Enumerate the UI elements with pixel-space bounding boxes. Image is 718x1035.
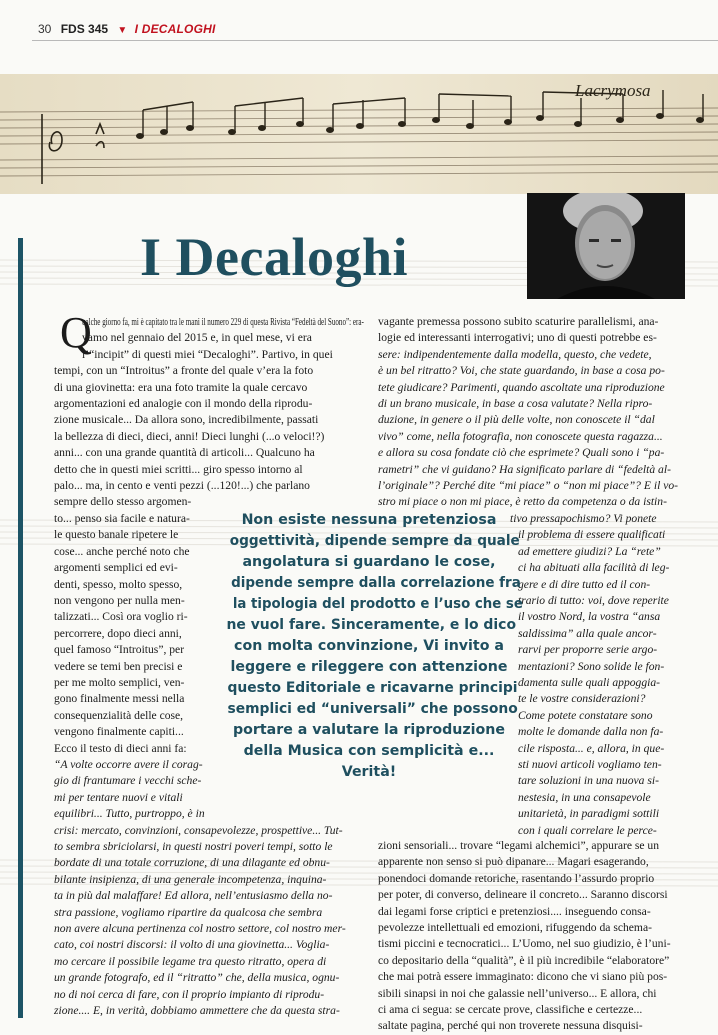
text-line: non avere alcuna pertinenza col nostro settore, col nostro mer-	[54, 922, 346, 936]
header-line	[38, 22, 216, 36]
pull-quote-line: la tipologia del prodotto e l’uso che se	[232, 596, 523, 612]
text-line: detto che in questi miei scritti... giro spesso intorno al	[54, 462, 303, 476]
text-line: tete giudicare? Parimenti, quando ascoltate una riproduzione	[378, 380, 665, 394]
text-line: consequenzialità delle cose,	[54, 708, 184, 722]
text-line: vivo” come, nella fotografia, non conoscete questa ragazza...	[378, 429, 663, 443]
text-line: “A volte occorre avere il corag-	[54, 757, 203, 771]
music-manuscript-banner	[0, 74, 718, 194]
text-line: che mai potrà essere immaginato: dicono che vi siano più pos-	[378, 970, 668, 984]
text-line: vengono finalmente capiti...	[54, 725, 184, 739]
pull-quote-line: Verità!	[341, 764, 397, 780]
text-line: damenta sulle quali appoggia-	[518, 675, 661, 689]
pull-quote-line: portare a valutare la riproduzione	[232, 722, 505, 738]
text-line: apparente non senso si può dipanare... Magari esagerando,	[378, 855, 649, 869]
text-line: sere: indipendentemente dalla modella, questo, che vedete,	[378, 347, 652, 361]
text-line: equilibri... Tutto, purtroppo, è in	[54, 807, 205, 821]
text-line: l’originale”? Perché dite “mi piace” o “non mi piace”? E il vo-	[378, 479, 679, 493]
text-line: unitarietà, in paradigmi sottili	[518, 807, 660, 821]
text-line: mo cercare il possibile legame tra questo ritratto, opera di	[54, 954, 327, 968]
text-line: stro mi piace o non mi piace, è retto da competenza o da istin-	[378, 495, 667, 509]
pull-quote-line: Non esiste nessuna pretenziosa	[241, 512, 497, 528]
text-line: bordate di una totale corruzione, di una dilagante ed obnu-	[54, 856, 330, 870]
text-line: non vengono per nulla men-	[54, 593, 185, 607]
text-line: mi per tentare nuovi e vitali	[54, 790, 183, 804]
text-line: gono finalmente messi nella	[54, 692, 185, 706]
text-line: logie ed interessanti interrogativi; uno di questi potrebbe es-	[378, 331, 657, 345]
text-line: cato, coi nostri discorsi: il volto di una giovinetta... Voglia-	[54, 938, 330, 952]
text-line: zione musicale... Da allora sono, incredibilmente, passati	[54, 413, 319, 427]
text-line: argomenti semplici ed evi-	[54, 561, 178, 575]
text-line: per poter, di converso, delineare il concreto... Saranno discorsi	[378, 888, 668, 902]
text-line: argomentazioni ed analogie con il mondo della riprodu-	[54, 397, 313, 411]
manuscript-score-image	[0, 74, 718, 194]
text-line: saldissima” alla quale ancor-	[518, 626, 657, 640]
text-line: vamo nel gennaio del 2015 e, in quel mese, vi era	[82, 331, 312, 345]
text-line: crisi: mercato, convinzioni, consapevolezze, prospettive... Tut-	[54, 823, 343, 837]
header-rule	[32, 40, 718, 41]
text-line: il problema di essere qualificati	[518, 528, 666, 542]
text-line: saltate pagina, perché qui non troverete nessuna disquisi-	[378, 1019, 643, 1033]
text-line: te le vostre considerazioni?	[518, 692, 646, 706]
text-line: mentazioni? Sono solide le fon-	[518, 659, 665, 673]
text-line: sempre dello stesso argomen-	[54, 495, 192, 509]
pull-quote-line: ne vuol fare. Sinceramente, e lo dico	[226, 617, 517, 633]
pull-quote-line: della Musica con semplicità e...	[243, 743, 495, 759]
pull-quote-line: semplici ed “universali” che possono	[227, 701, 518, 717]
text-line: Come potete constatare sono	[518, 708, 653, 722]
text-line: anni... con una grande quantità di articoli... Qualcuno ha	[54, 446, 315, 460]
text-line: l’“incipit” di questi miei “Decaloghi”. Partivo, in quei	[82, 347, 333, 361]
text-line: tivo pressapochismo? Vi ponete	[510, 511, 657, 525]
text-line: le questo banale ripetere le	[54, 528, 179, 542]
text-line: vedere se temi ben precisi e	[54, 659, 183, 673]
text-line: zioni sensoriali... trovare “legami alchemici”, appurare se un	[378, 839, 660, 852]
page-number: 30	[38, 22, 52, 36]
text-line: ad emettere giudizi? La “rete”	[518, 544, 661, 558]
text-line: e allora su cosa fondate ciò che esprimete? Quali sono i “pa-	[378, 446, 665, 460]
text-line: quel famoso “Introitus”, per	[54, 643, 185, 657]
pull-quote-line: questo Editoriale e ricavarne principi	[227, 680, 518, 696]
text-line: gio di frantumare i vecchi sche-	[54, 774, 202, 788]
text-line: sti nuovi articoli vogliamo ten-	[518, 757, 662, 771]
pull-quote-line: dipende sempre dalla correlazione fra	[231, 575, 521, 591]
text-line: to sembra sbriciolarsi, in questi nostri poveri tempi, sotto le	[54, 840, 333, 853]
text-line: di una giovinetta: era una foto tramite la quale cercavo	[54, 380, 308, 394]
text-line: un grande fotografo, ed il “ritratto” che, della musica, ognu-	[54, 971, 340, 985]
text-line: di un brano musicale, in base a cosa valutate? Nella ripro-	[378, 397, 653, 411]
text-line: gere e di dire tutto ed il con-	[518, 577, 651, 591]
accent-sidebar-bar	[18, 238, 23, 1018]
page-header	[0, 0, 718, 44]
text-line: ualche giorno fa, mi è capitato tra le mani il numero 229 di questa Rivista “Fedeltà del Suono”: era-	[82, 316, 364, 328]
text-line: ci ama ci segua: se cercate prove, classifiche e certezze...	[378, 1003, 643, 1017]
text-line: percorrere, dopo dieci anni,	[54, 626, 182, 640]
text-line: duzione, in genere o il più delle volte, non conoscete il “dal	[378, 413, 655, 427]
text-line: bilante insipienza, di una generale incompetenza, inquina-	[54, 872, 327, 886]
text-line: rarvi per proporre serie argo-	[518, 643, 658, 657]
pull-quote-line: oggettività, dipende sempre da quale	[229, 533, 520, 549]
text-line: vagante premessa possono subito scaturire parallelismi, ana-	[378, 315, 659, 328]
text-line: con i quali correlare le perce-	[518, 823, 657, 837]
text-line: no di noi cerca di fare, con il proprio impianto di riprodu-	[54, 987, 325, 1001]
text-line: la bellezza di dieci, dieci, anni! Dieci lunghi (...o veloci!?)	[54, 429, 325, 443]
tempo-marking: Lacrymosa	[575, 81, 651, 100]
pull-quote	[224, 510, 523, 783]
pull-quote-line: con molta convinzione, Vi invito a	[234, 638, 504, 654]
text-line: ci ha abituati alla facilità di leg-	[518, 561, 670, 575]
text-line: pevolezze intellettuali ed emozioni, rifuggendo da schema-	[378, 921, 652, 935]
text-line: dai legami forse criptici e pretenziosi.... inseguendo consa-	[378, 904, 651, 918]
text-line: il vostro Nord, la vostra “ansa	[518, 610, 661, 624]
text-line: tare soluzioni in una nuova si-	[518, 774, 659, 788]
text-line: ta in più dal malaffare! Ed allora, nell’entusiasmo della no-	[54, 889, 333, 903]
text-line: molte le domande dalla non fa-	[518, 725, 664, 739]
magazine-issue: FDS 345	[60, 22, 109, 36]
text-line: tismi piccini e tecnocratici... L’Uomo, nel suo giudizio, è l’uni-	[378, 937, 671, 951]
text-line: è un bel ritratto? Voi, che state guardando, in base a cosa po-	[378, 364, 665, 378]
section-name: I DECALOGHI	[134, 22, 216, 36]
right-column-bottom	[378, 838, 671, 1035]
text-line: denti, spesso, molto spesso,	[54, 577, 183, 591]
text-line: talizzati... Così ora voglio ri-	[54, 610, 188, 624]
text-line: palo... ma, in cento e venti pezzi (...120!...) che parlano	[54, 479, 310, 493]
text-line: nestesia, in una consapevole	[518, 790, 651, 804]
triangle-icon: ▼	[117, 25, 128, 36]
text-line: cose... anche perché noto che	[54, 544, 190, 558]
article-title: I Decaloghi	[140, 227, 408, 287]
text-line: to... penso sia facile e natura-	[54, 511, 190, 525]
text-line: co depositario della “qualità”, è il più incredibile “elaboratore”	[378, 953, 670, 967]
text-line: sibili sinapsi in noi che galassie nell’universo... E allora, chi	[378, 986, 657, 1000]
author-portrait	[527, 193, 685, 299]
text-line: ponendoci domande retoriche, rasentando l’assurdo proprio	[378, 871, 655, 885]
text-line: trario di tutto: voi, dove reperite	[518, 593, 669, 607]
text-line: per me molto semplici, ven-	[54, 675, 185, 689]
text-line: tempi, con un “Introitus” a fronte del quale v’era la foto	[54, 364, 314, 378]
text-line: rametri” che vi guidano? Ha significato parlare di “fedeltà al-	[378, 462, 671, 476]
drop-cap: Q	[60, 308, 92, 357]
text-line: stra passione, vogliamo ripartire da qualcosa che sembra	[54, 905, 323, 919]
text-line: zione.... E, in verità, dobbiamo ammettere che da questa stra-	[54, 1004, 340, 1018]
pull-quote-line: angolatura si guardano le cose,	[242, 554, 496, 570]
pull-quote-line: leggere e rileggere con attenzione	[230, 659, 508, 675]
text-line: Ecco il testo di dieci anni fa:	[54, 741, 187, 755]
text-line: cile risposta... e, allora, in que-	[518, 741, 665, 755]
